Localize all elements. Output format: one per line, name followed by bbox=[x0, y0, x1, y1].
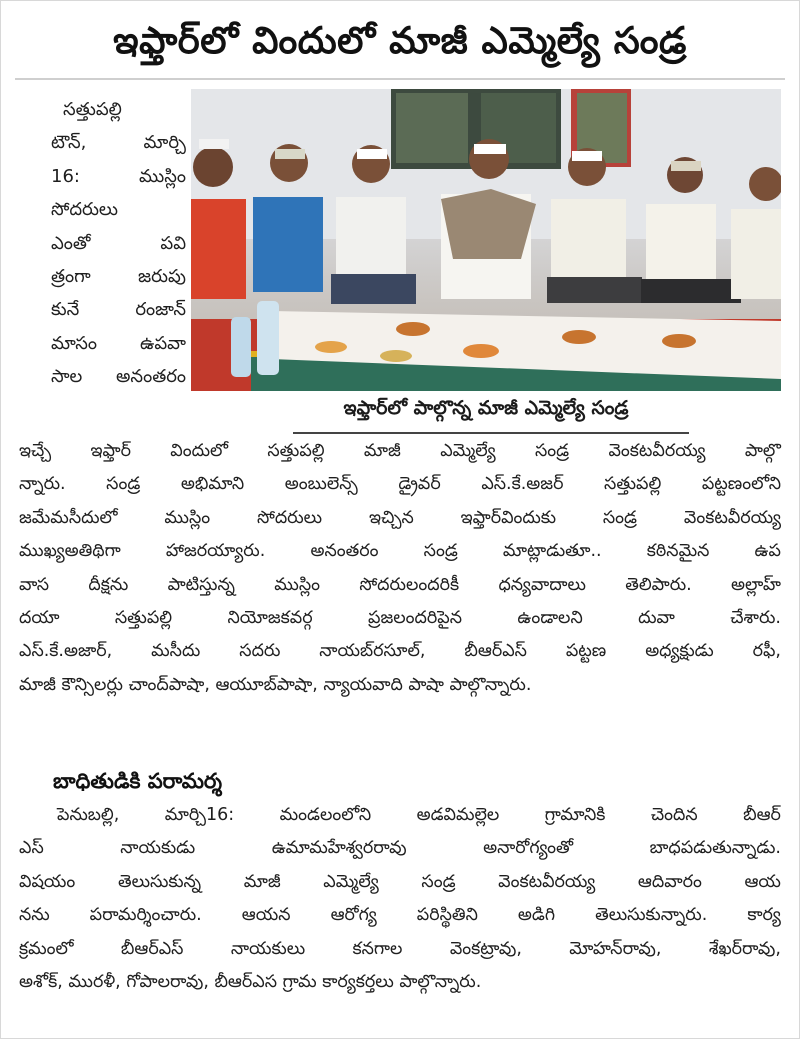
text-line bbox=[51, 126, 186, 159]
headline: ఇఫ్తార్‌లో విందులో మాజీ ఎమ్మెల్యే సండ్ర bbox=[113, 19, 687, 62]
word: ఇచ్చే bbox=[19, 441, 52, 461]
word: నాయబ్‌రసూల్, bbox=[319, 641, 426, 662]
word: పరిస్థితిని bbox=[416, 905, 478, 926]
text-line bbox=[51, 227, 186, 260]
text-line-content: మాజీ కౌన్సిలర్లు చాంద్‌పాషా, ఆయూబ్‌పాషా, న్యాయవాది పాషా పాల్గొన్నారు. bbox=[19, 674, 532, 695]
word: మసీదు bbox=[151, 641, 201, 662]
word: మాజీ bbox=[363, 441, 401, 461]
word: నాయకుడు bbox=[120, 838, 196, 859]
word: ధన్యవాదాలు bbox=[498, 574, 586, 595]
word: ముస్లిం bbox=[164, 507, 211, 528]
word: ఎస్ bbox=[19, 838, 44, 859]
word: అంబులెన్స్ bbox=[284, 474, 358, 495]
word: డ్రైవర్ bbox=[398, 474, 441, 495]
word: గ్రామానికి bbox=[544, 805, 606, 825]
word: సోదరులు bbox=[257, 507, 323, 528]
word: నియోజకవర్గ bbox=[227, 608, 313, 629]
word: విషయం bbox=[19, 871, 76, 892]
word: తెలుసుకున్నారు. bbox=[595, 905, 708, 926]
word: మార్చి bbox=[143, 132, 186, 154]
word: దువా bbox=[638, 608, 675, 629]
word: ముస్లిం bbox=[138, 165, 186, 187]
word: అల్లాహ్ bbox=[731, 574, 781, 595]
word: తెలుసుకున్న bbox=[117, 871, 202, 892]
word: వెంకటవీరయ్య bbox=[608, 441, 706, 461]
story-visit-body bbox=[19, 799, 781, 999]
word: ఎస్.కే.అజార్, bbox=[19, 641, 113, 662]
word: మాట్లాడుతూ.. bbox=[502, 541, 602, 562]
word: సత్తుపల్లి bbox=[114, 608, 173, 629]
word: పాల్గొ bbox=[744, 441, 781, 461]
word: ప్రజలందరిపైన bbox=[368, 608, 462, 629]
caption-divider bbox=[293, 432, 689, 434]
text-line bbox=[51, 93, 186, 126]
text-line bbox=[19, 899, 781, 932]
story-iftar-body bbox=[19, 435, 781, 702]
text-line bbox=[19, 933, 781, 966]
text-line bbox=[19, 468, 781, 501]
word: నను bbox=[19, 905, 50, 926]
word: ఆయ bbox=[744, 871, 781, 892]
word: అనారోగ్యంతో bbox=[483, 838, 574, 859]
word: హాజరయ్యారు. bbox=[165, 541, 266, 562]
word: సోదరులందరికీ bbox=[359, 574, 460, 595]
word: మాజీ bbox=[243, 871, 281, 892]
word: సత్తుపల్లి bbox=[267, 441, 325, 461]
word: ఆరోగ్య bbox=[330, 905, 377, 926]
text-line bbox=[19, 502, 781, 535]
word: తెలిపారు. bbox=[625, 574, 692, 595]
word: మార్చి16: bbox=[164, 805, 235, 825]
word: ఆయన bbox=[241, 905, 291, 926]
text-line bbox=[51, 160, 186, 193]
word: బాధపడుతున్నాడు. bbox=[649, 838, 781, 859]
word: ఉమామహేశ్వరరావు bbox=[271, 838, 407, 859]
text-line bbox=[19, 866, 781, 899]
word: పాటిస్తున్న bbox=[167, 574, 235, 595]
word: టౌన్, bbox=[51, 132, 87, 154]
word: న్నారు. bbox=[19, 474, 66, 495]
text-line bbox=[19, 966, 781, 999]
word: బీఆర్ bbox=[743, 805, 781, 825]
word: మండలంలోని bbox=[279, 805, 372, 825]
word: సండ్ర bbox=[106, 474, 141, 495]
text-line bbox=[51, 260, 186, 293]
iftar-gathering-photo bbox=[191, 89, 781, 391]
intro-column bbox=[51, 93, 186, 394]
text-line bbox=[19, 569, 781, 602]
text-line bbox=[51, 360, 186, 393]
word: జమేమసీదులో bbox=[19, 507, 118, 528]
word: అడవిమల్లెల bbox=[416, 805, 500, 825]
news-photo bbox=[191, 89, 781, 391]
word: పట్టణ bbox=[565, 641, 607, 662]
word: కఠినమైన bbox=[646, 541, 710, 562]
word: కునే bbox=[51, 299, 80, 321]
word: ఆదివారం bbox=[637, 871, 702, 892]
word: పెనుబల్లి, bbox=[57, 805, 120, 825]
word: విందులో bbox=[170, 441, 229, 461]
text-line bbox=[51, 327, 186, 360]
word: బీఆర్‌ఎస్ bbox=[464, 641, 527, 662]
text-line bbox=[19, 535, 781, 568]
text-line bbox=[51, 193, 186, 226]
word: వెంకటవీరయ్య bbox=[498, 871, 596, 892]
word: సండ్ర bbox=[602, 507, 637, 528]
word: నాయకులు bbox=[230, 938, 306, 959]
headline-divider bbox=[15, 78, 785, 80]
word: ఉపవా bbox=[139, 332, 186, 354]
word: ఉండాలని bbox=[517, 608, 583, 629]
word: సండ్ర bbox=[423, 541, 458, 562]
text-line bbox=[19, 435, 781, 468]
word: జరుపు bbox=[137, 266, 186, 288]
word: ముస్లిం bbox=[274, 574, 321, 595]
word: త్రంగా bbox=[51, 266, 91, 288]
word: పవి bbox=[160, 232, 186, 254]
subheading-visit: బాధితుడికి పరామర్శ bbox=[53, 769, 222, 793]
word: వాస bbox=[19, 574, 50, 595]
word: ఇఫ్తార్ bbox=[90, 441, 131, 461]
word: అభిమాని bbox=[180, 474, 245, 495]
word: ఇఫ్తార్‌విందుకు bbox=[460, 507, 557, 528]
text-line-content: సోదరులు bbox=[51, 199, 118, 221]
word: మోహన్‌రావు, bbox=[569, 938, 662, 959]
word: అధ్యక్షుడు bbox=[645, 641, 714, 662]
word: వెంకట్రావు, bbox=[449, 938, 522, 959]
text-line bbox=[19, 832, 781, 865]
word: అనంతరం bbox=[116, 366, 186, 388]
word: కనగాల bbox=[352, 938, 403, 959]
word: దీక్షను bbox=[88, 574, 129, 595]
word: బీఆర్ఎస్ bbox=[120, 938, 184, 959]
word: ఉప bbox=[754, 541, 781, 562]
word: ఎమ్మెల్యే bbox=[440, 441, 496, 461]
word: 16: bbox=[51, 165, 80, 187]
word: క్రమంలో bbox=[19, 938, 74, 959]
word: మాసం bbox=[51, 332, 98, 354]
word: సాల bbox=[51, 366, 83, 388]
photo-caption: ఇఫ్తార్‌లో పాల్గొన్న మాజీ ఎమ్మెల్యే సండ్ర bbox=[343, 397, 629, 419]
word: ఎంతో bbox=[51, 232, 91, 254]
text-line bbox=[19, 799, 781, 832]
text-line-content: సత్తుపల్లి bbox=[63, 99, 122, 120]
word: ఎస్.కే.అజర్ bbox=[481, 474, 564, 495]
word: సత్తుపల్లి bbox=[604, 474, 662, 495]
text-line-content: అశోక్, మురళీ, గోపాలరావు, బీఆర్ఎస గ్రామ కార్యకర్తలు పాల్గొన్నారు. bbox=[19, 972, 482, 993]
word: అనంతరం bbox=[310, 541, 379, 562]
word: ఎమ్మెల్యే bbox=[323, 871, 379, 892]
word: ముఖ్యఅతిథిగా bbox=[19, 541, 121, 562]
word: కార్య bbox=[747, 905, 781, 926]
word: చేశారు. bbox=[730, 608, 781, 629]
word: ఇచ్చిన bbox=[368, 507, 414, 528]
word: రంజాన్ bbox=[135, 299, 186, 321]
word: దయా bbox=[19, 608, 60, 629]
word: చెందిన bbox=[650, 805, 698, 825]
text-line bbox=[19, 602, 781, 635]
word: అడిగి bbox=[517, 905, 556, 926]
text-line bbox=[19, 669, 781, 702]
text-line bbox=[19, 635, 781, 668]
word: సండ్ర bbox=[535, 441, 570, 461]
word: శేఖర్‌రావు, bbox=[708, 938, 781, 959]
text-line bbox=[51, 293, 186, 326]
word: సదరు bbox=[239, 641, 281, 662]
word: వెంకటవీరయ్య bbox=[683, 507, 781, 528]
word: రఫీ, bbox=[752, 641, 781, 662]
word: పరామర్శించారు. bbox=[89, 905, 202, 926]
word: పట్టణంలోని bbox=[701, 474, 781, 495]
word: సండ్ర bbox=[421, 871, 456, 892]
